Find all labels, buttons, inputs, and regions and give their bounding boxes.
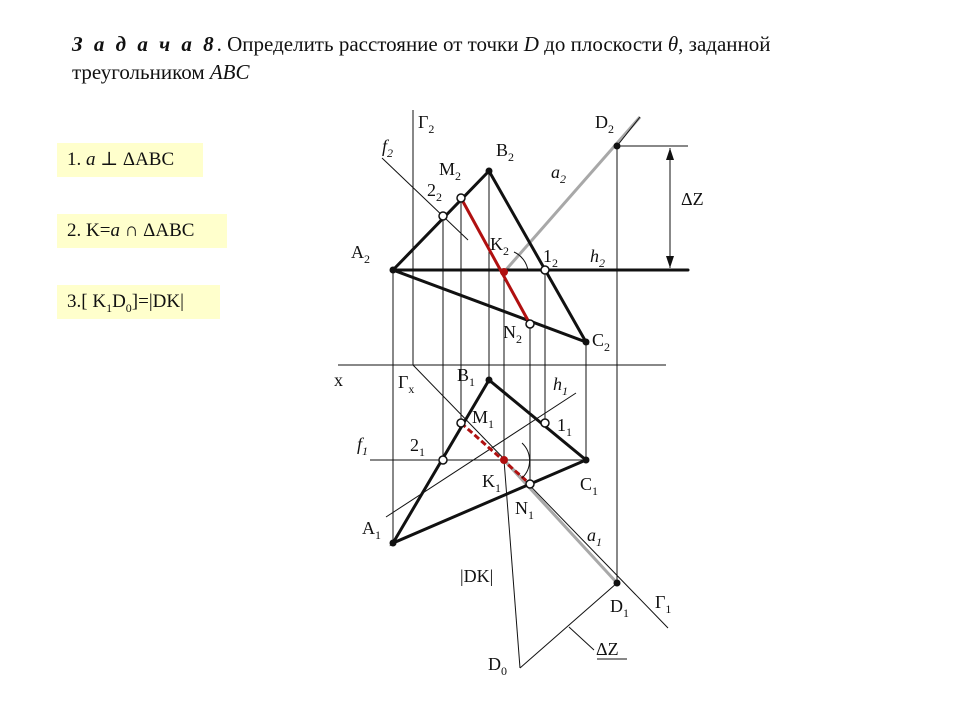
point-k1 [500,456,508,464]
gamma1-trace [413,365,668,628]
task-point: D [523,32,539,56]
label-gamma1: $Г_1$ [655,592,672,616]
point-11 [541,419,549,427]
label-c2: $C_2$ [592,330,611,354]
main-lines [393,171,688,543]
step-1-rest: ⊥ ΔABC [95,149,175,170]
step-2-var: a [110,220,120,241]
label-m2: $M_2$ [439,159,462,183]
label-h1: $h_1$ [553,374,568,398]
point-m1 [457,419,465,427]
task-number: З а д а ч а 8 [72,32,217,56]
label-f2: $f_2$ [382,136,394,160]
point-d1 [614,580,621,587]
label-dk: |DK| [460,566,494,586]
step-2-rest: ∩ ΔABC [119,220,195,241]
label-a1: $a_1$ [587,525,602,549]
a2-line-gray [504,117,640,272]
label-a2-point: $A_2$ [351,242,370,266]
label-b2: $B_2$ [496,140,515,164]
point-a1 [390,540,397,547]
label-d2: $D_2$ [595,112,614,136]
step-3-sub1: 1 [106,300,113,315]
construction-lines [338,110,688,668]
label-gamma2: $Г_2$ [418,112,435,136]
label-m1: $M_1$ [472,407,495,431]
a1-line-gray [504,460,617,583]
label-h2: $h_2$ [590,246,605,270]
point-k2 [500,268,508,276]
label-x-axis: x [334,370,343,390]
label-f1: $f_1$ [357,434,369,458]
label-a1-point: $A_1$ [362,518,381,542]
task-text-2: до плоскости [538,32,668,56]
task-triangle: ABC [209,60,250,84]
task-plane: θ [667,32,679,56]
label-b1: $B_1$ [457,365,476,389]
dz-arrow-top [666,148,674,160]
dz-arrow-bottom [666,256,674,268]
point-b2 [486,168,493,175]
label-c1: $C_1$ [580,474,599,498]
label-dz-top: ΔZ [681,189,704,209]
label-dz-bottom: ΔZ [596,639,619,659]
label-22: $2_2$ [427,180,442,204]
point-d2 [614,143,621,150]
task-text-3: , заданной треугольником [72,32,771,84]
step-3-sub2: 0 [125,300,132,315]
label-d1: $D_1$ [610,596,629,620]
label-d0: $D_0$ [488,654,507,678]
step-3-rest: ]=|DK| [131,291,184,312]
mn2-segment [461,198,530,324]
label-gamma-x: $Г_x$ [398,372,415,396]
point-22 [439,212,447,220]
step-2-prefix: 2. K= [67,220,111,241]
label-11: $1_1$ [557,415,572,439]
step-1-prefix: 1. [67,149,86,170]
label-12: $1_2$ [543,246,558,270]
point-21 [439,456,447,464]
label-21: $2_1$ [410,435,425,459]
point-n1 [526,480,534,488]
task-text-1: . Определить расстояние от точки [216,32,524,56]
point-a2 [390,267,397,274]
point-12 [541,266,549,274]
label-n1: $N_1$ [515,498,534,522]
label-k2: $K_2$ [490,234,509,258]
point-c2 [583,339,590,346]
step-3-prefix: 3.[ K [67,291,107,312]
point-c1 [583,457,590,464]
label-k1: $K_1$ [482,471,501,495]
point-b1 [486,377,493,384]
step-3-mid: D [112,291,126,312]
dz-tick [569,627,594,650]
label-n2: $N_2$ [503,322,522,346]
point-m2 [457,194,465,202]
step-1-var: a [86,149,96,170]
a2-line-end [617,117,640,146]
point-n2 [526,320,534,328]
label-a2: $a_2$ [551,162,566,186]
